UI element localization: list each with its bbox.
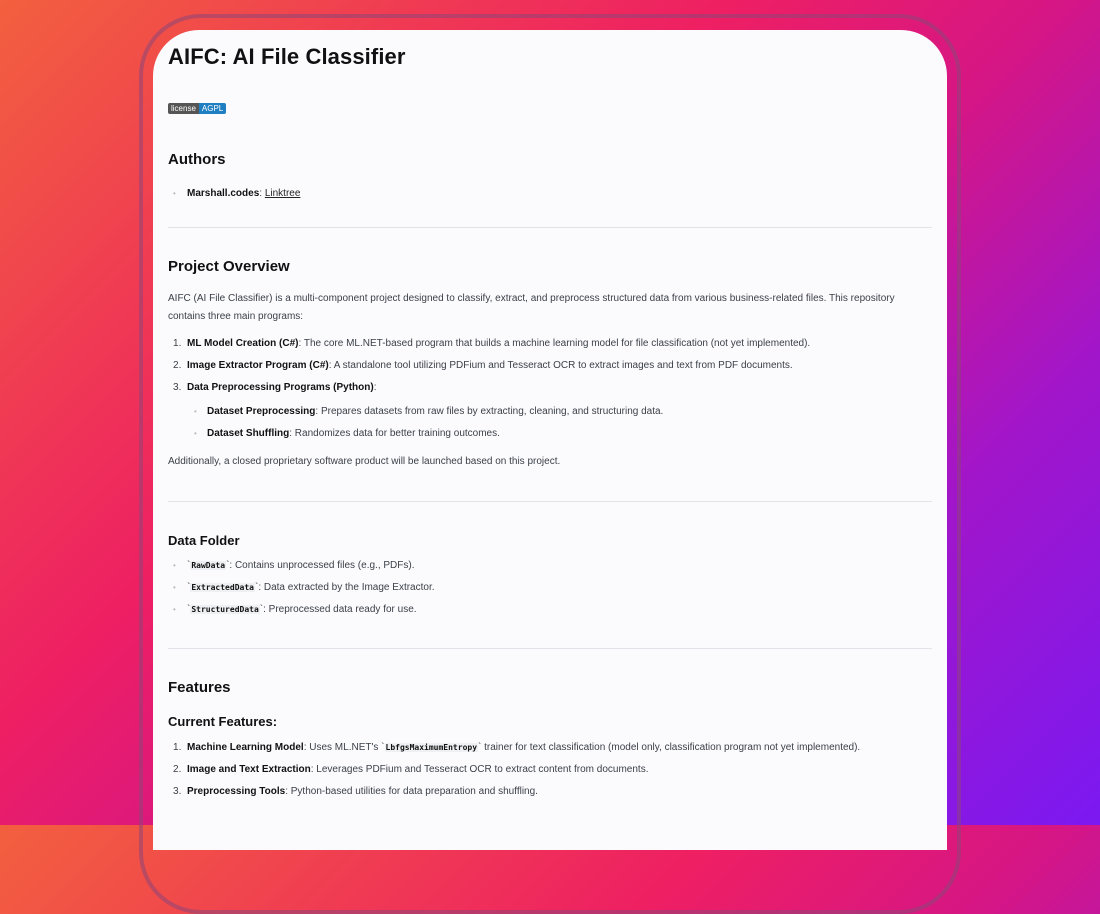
badge-label: license bbox=[168, 103, 199, 114]
badge-value: AGPL bbox=[199, 103, 226, 114]
list-item: ML Model Creation (C#): The core ML.NET-based program that builds a machine learning model for file classification (not yet implemented). bbox=[187, 338, 811, 349]
list-item: Image and Text Extraction: Leverages PDFium and Tesseract OCR to extract content from documents. bbox=[187, 764, 649, 775]
author-name: Marshall.codes bbox=[187, 188, 260, 199]
overview-intro: AIFC (AI File Classifier) is a multi-component project designed to classify, extract, and preprocess structured data from various business-related files. This repository contains three main programs: bbox=[168, 293, 895, 322]
features-heading: Features bbox=[168, 679, 231, 696]
divider bbox=[168, 501, 932, 502]
list-item: • Marshall.codes: Linktree bbox=[168, 187, 932, 201]
readme-page[interactable] bbox=[153, 30, 947, 850]
programs-list bbox=[168, 337, 932, 395]
list-item: Data Preprocessing Programs (Python): bbox=[187, 382, 377, 393]
list-item: • `StructuredData`: Preprocessed data ready for use. bbox=[168, 603, 932, 617]
overview-heading: Project Overview bbox=[168, 258, 290, 275]
list-item: • `RawData`: Contains unprocessed files (e.g., PDFs). bbox=[168, 559, 932, 573]
list-item: • Dataset Shuffling: Randomizes data for better training outcomes. bbox=[168, 427, 932, 441]
current-features-heading: Current Features: bbox=[168, 714, 278, 729]
list-item: Image Extractor Program (C#): A standalone tool utilizing PDFium and Tesseract OCR to extract images and text from PDF documents. bbox=[187, 360, 793, 371]
authors-heading: Authors bbox=[168, 151, 226, 168]
data-folder-heading: Data Folder bbox=[168, 533, 240, 548]
preprocessing-sublist bbox=[168, 405, 932, 441]
list-item: • `ExtractedData`: Data extracted by the Image Extractor. bbox=[168, 581, 932, 595]
list-item: Machine Learning Model: Uses ML.NET's `LbfgsMaximumEntropy` trainer for text classification (model only, classification program not yet implemented). bbox=[187, 742, 861, 753]
divider bbox=[168, 227, 932, 228]
page-title: AIFC: AI File Classifier bbox=[168, 44, 406, 69]
list-item: • Dataset Preprocessing: Prepares datasets from raw files by extracting, cleaning, and structuring data. bbox=[168, 405, 932, 419]
data-folder-list bbox=[168, 559, 932, 617]
authors-list bbox=[168, 187, 932, 201]
list-item: Preprocessing Tools: Python-based utilities for data preparation and shuffling. bbox=[187, 786, 538, 797]
features-list bbox=[168, 741, 932, 799]
linktree-link[interactable]: Linktree bbox=[264, 188, 301, 199]
overview-outro: Additionally, a closed proprietary software product will be launched based on this project. bbox=[168, 456, 561, 467]
divider bbox=[168, 648, 932, 649]
license-badge[interactable] bbox=[168, 103, 226, 114]
